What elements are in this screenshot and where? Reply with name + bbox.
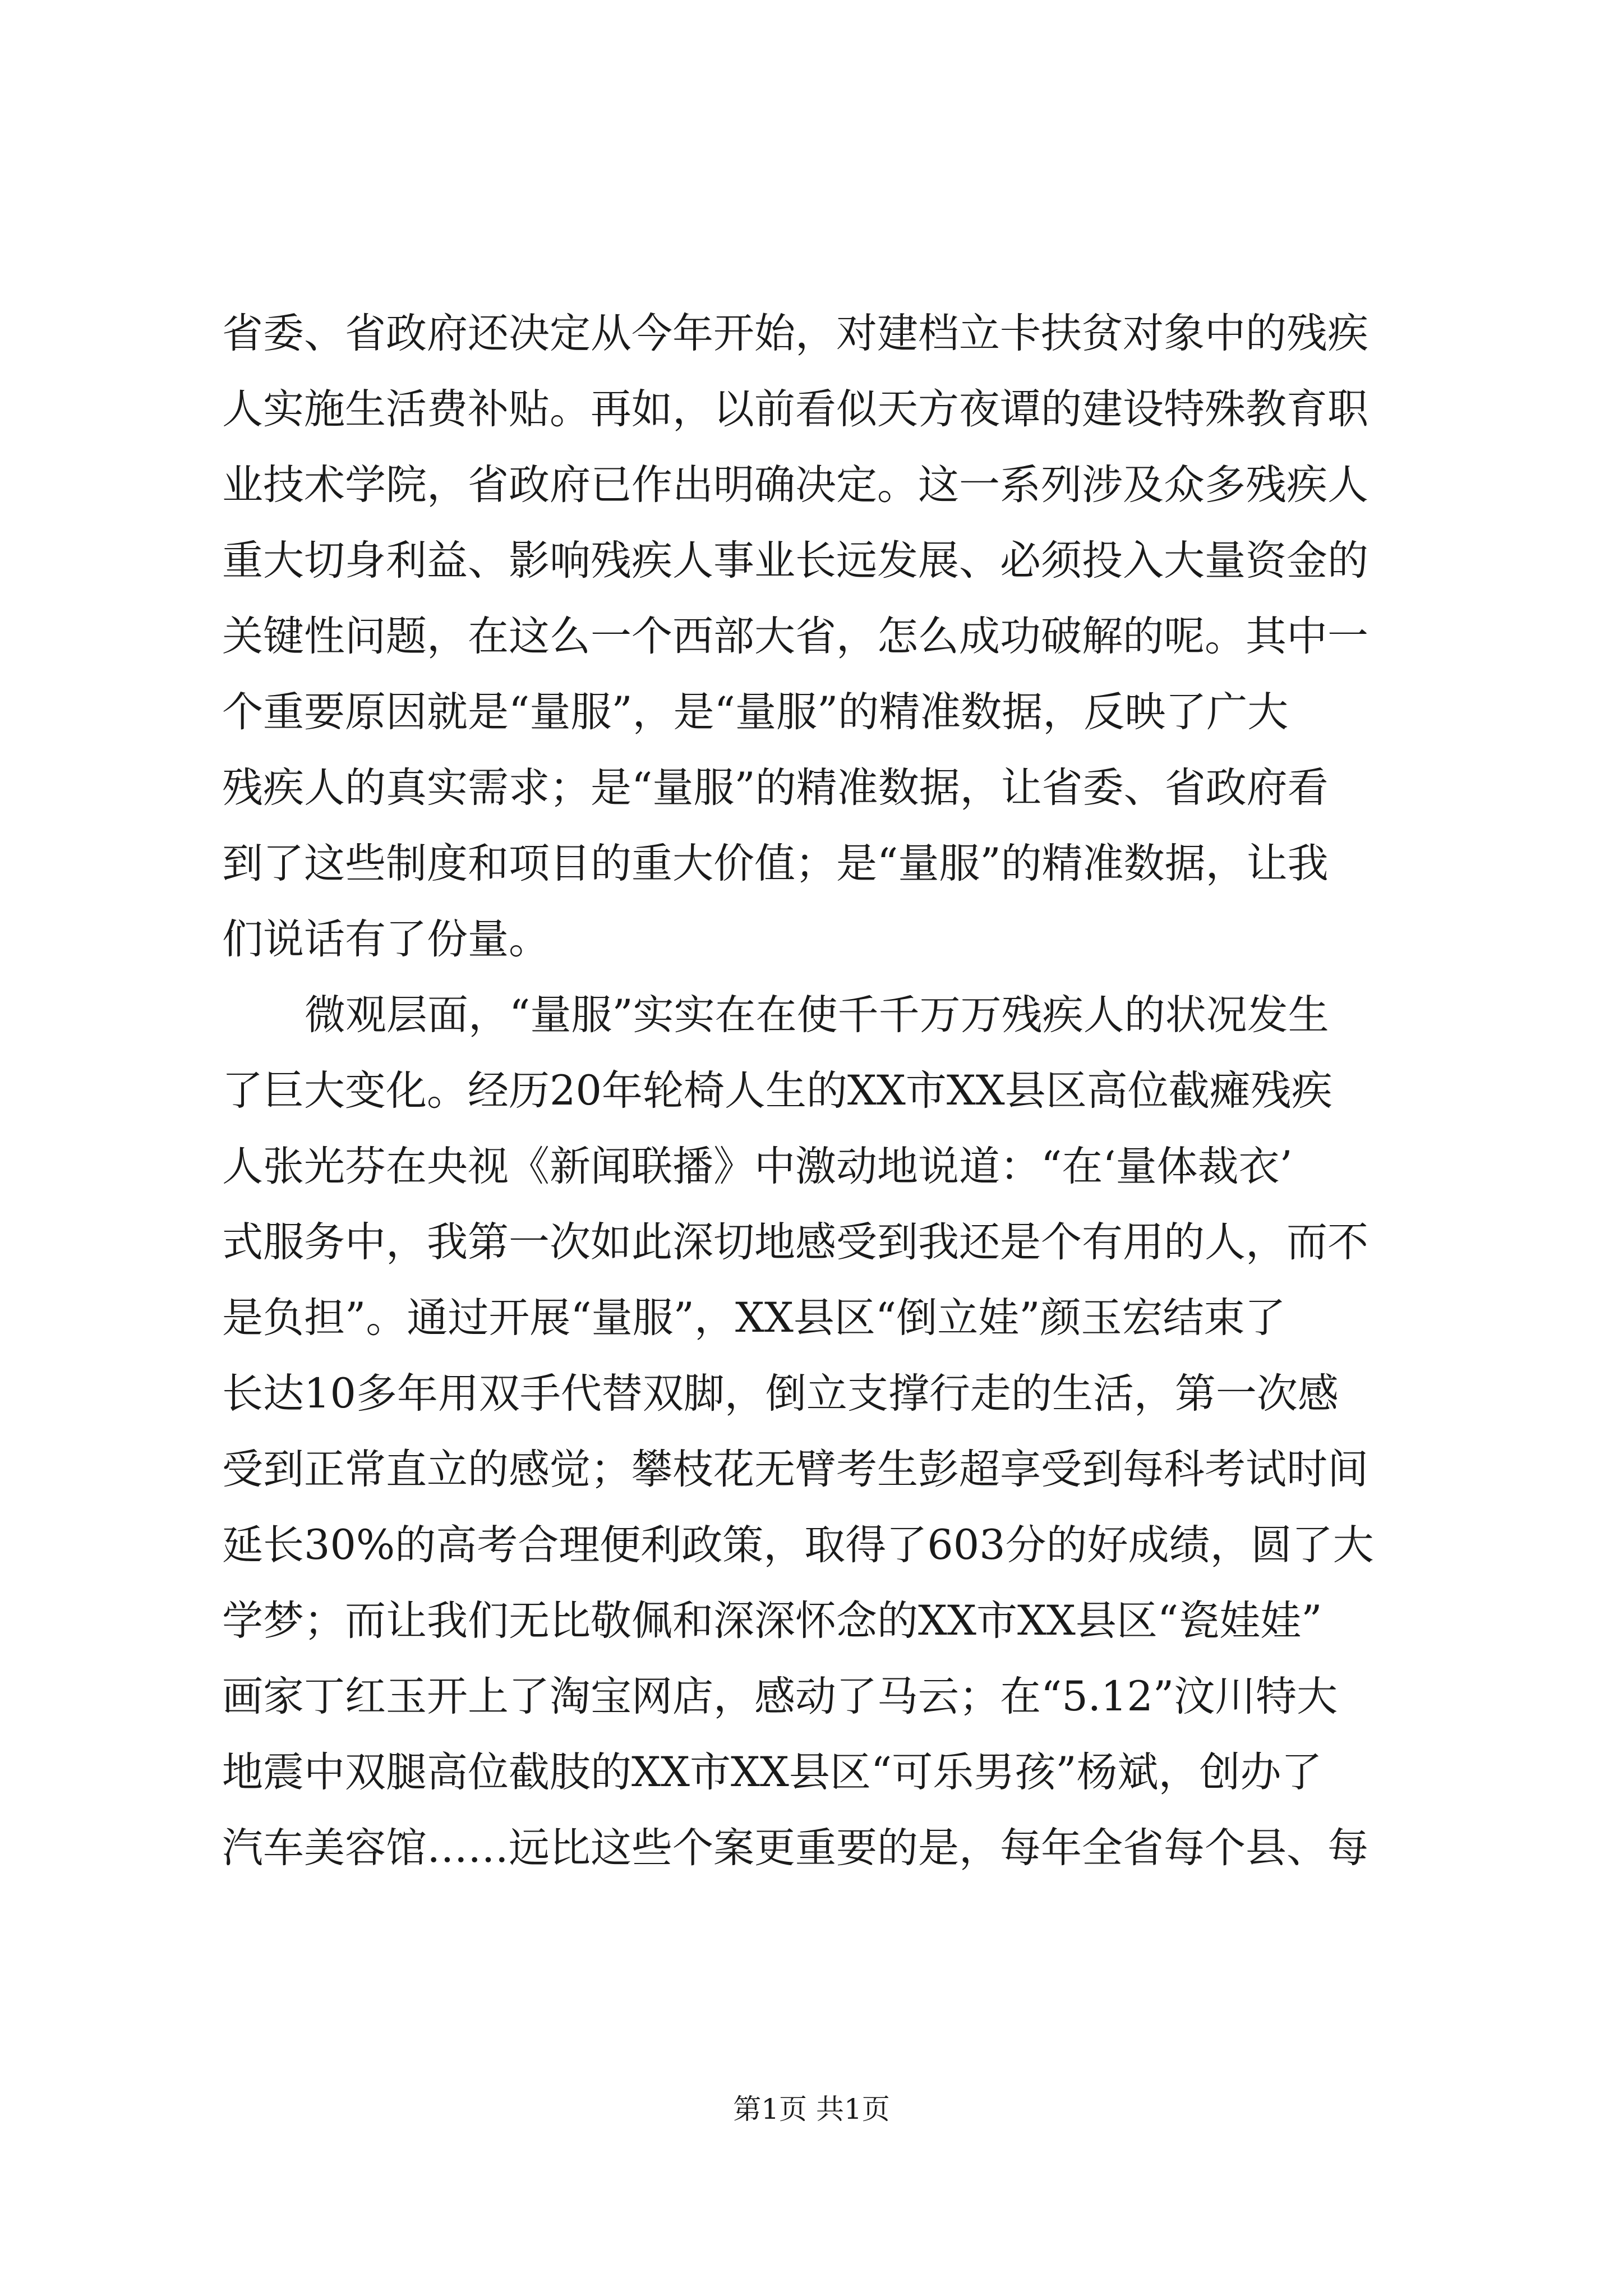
- text-line: 关键性问题，在这么一个西部大省，怎么成功破解的呢。其中一: [222, 613, 1368, 660]
- page-number-footer: 第1页 共1页: [733, 2093, 890, 2125]
- paragraph-first-line: 微观层面，“量服”实实在在使千千万万残疾人的状况发生: [305, 991, 1329, 1039]
- text-line: 人实施生活费补贴。再如，以前看似天方夜谭的建设特殊教育职: [222, 385, 1368, 433]
- text-line: 们说话有了份量。: [222, 915, 550, 963]
- text-line: 学梦；而让我们无比敬佩和深深怀念的XX市XX县区“瓷娃娃”: [222, 1597, 1322, 1645]
- text-line: 是负担”。通过开展“量服”，XX县区“倒立娃”颜玉宏结束了: [222, 1294, 1286, 1342]
- text-line: 人张光芬在央视《新闻联播》中激动地说道：“在‘量体裁衣’: [222, 1143, 1293, 1190]
- text-line: 受到正常直立的感觉；攀枝花无臂考生彭超享受到每科考试时间: [222, 1446, 1368, 1493]
- text-line: 地震中双腿高位截肢的XX市XX县区“可乐男孩”杨斌，创办了: [222, 1749, 1322, 1796]
- text-line: 延长30%的高考合理便利政策，取得了603分的好成绩，圆了大: [222, 1521, 1374, 1569]
- text-line: 到了这些制度和项目的重大价值；是“量服”的精准数据，让我: [222, 840, 1329, 887]
- text-line: 画家丁红玉开上了淘宝网店，感动了马云；在“5.12”汶川特大: [222, 1673, 1338, 1720]
- text-line: 业技术学院，省政府已作出明确决定。这一系列涉及众多残疾人: [222, 461, 1368, 509]
- text-line: 残疾人的真实需求；是“量服”的精准数据，让省委、省政府看: [222, 764, 1329, 812]
- text-line: 了巨大变化。经历20年轮椅人生的XX市XX县区高位截瘫残疾: [222, 1067, 1332, 1115]
- text-line: 省委、省政府还决定从今年开始，对建档立卡扶贫对象中的残疾: [222, 310, 1368, 357]
- text-line: 个重要原因就是“量服”，是“量服”的精准数据，反映了广大: [222, 688, 1289, 736]
- text-line: 重大切身利益、影响残疾人事业长远发展、必须投入大量资金的: [222, 537, 1368, 585]
- text-line: 长达10多年用双手代替双脚，倒立支撑行走的生活，第一次感: [222, 1370, 1339, 1418]
- text-line: 式服务中，我第一次如此深切地感受到我还是个有用的人，而不: [222, 1218, 1368, 1266]
- text-line: 汽车美容馆……远比这些个案更重要的是，每年全省每个县、每: [222, 1824, 1368, 1872]
